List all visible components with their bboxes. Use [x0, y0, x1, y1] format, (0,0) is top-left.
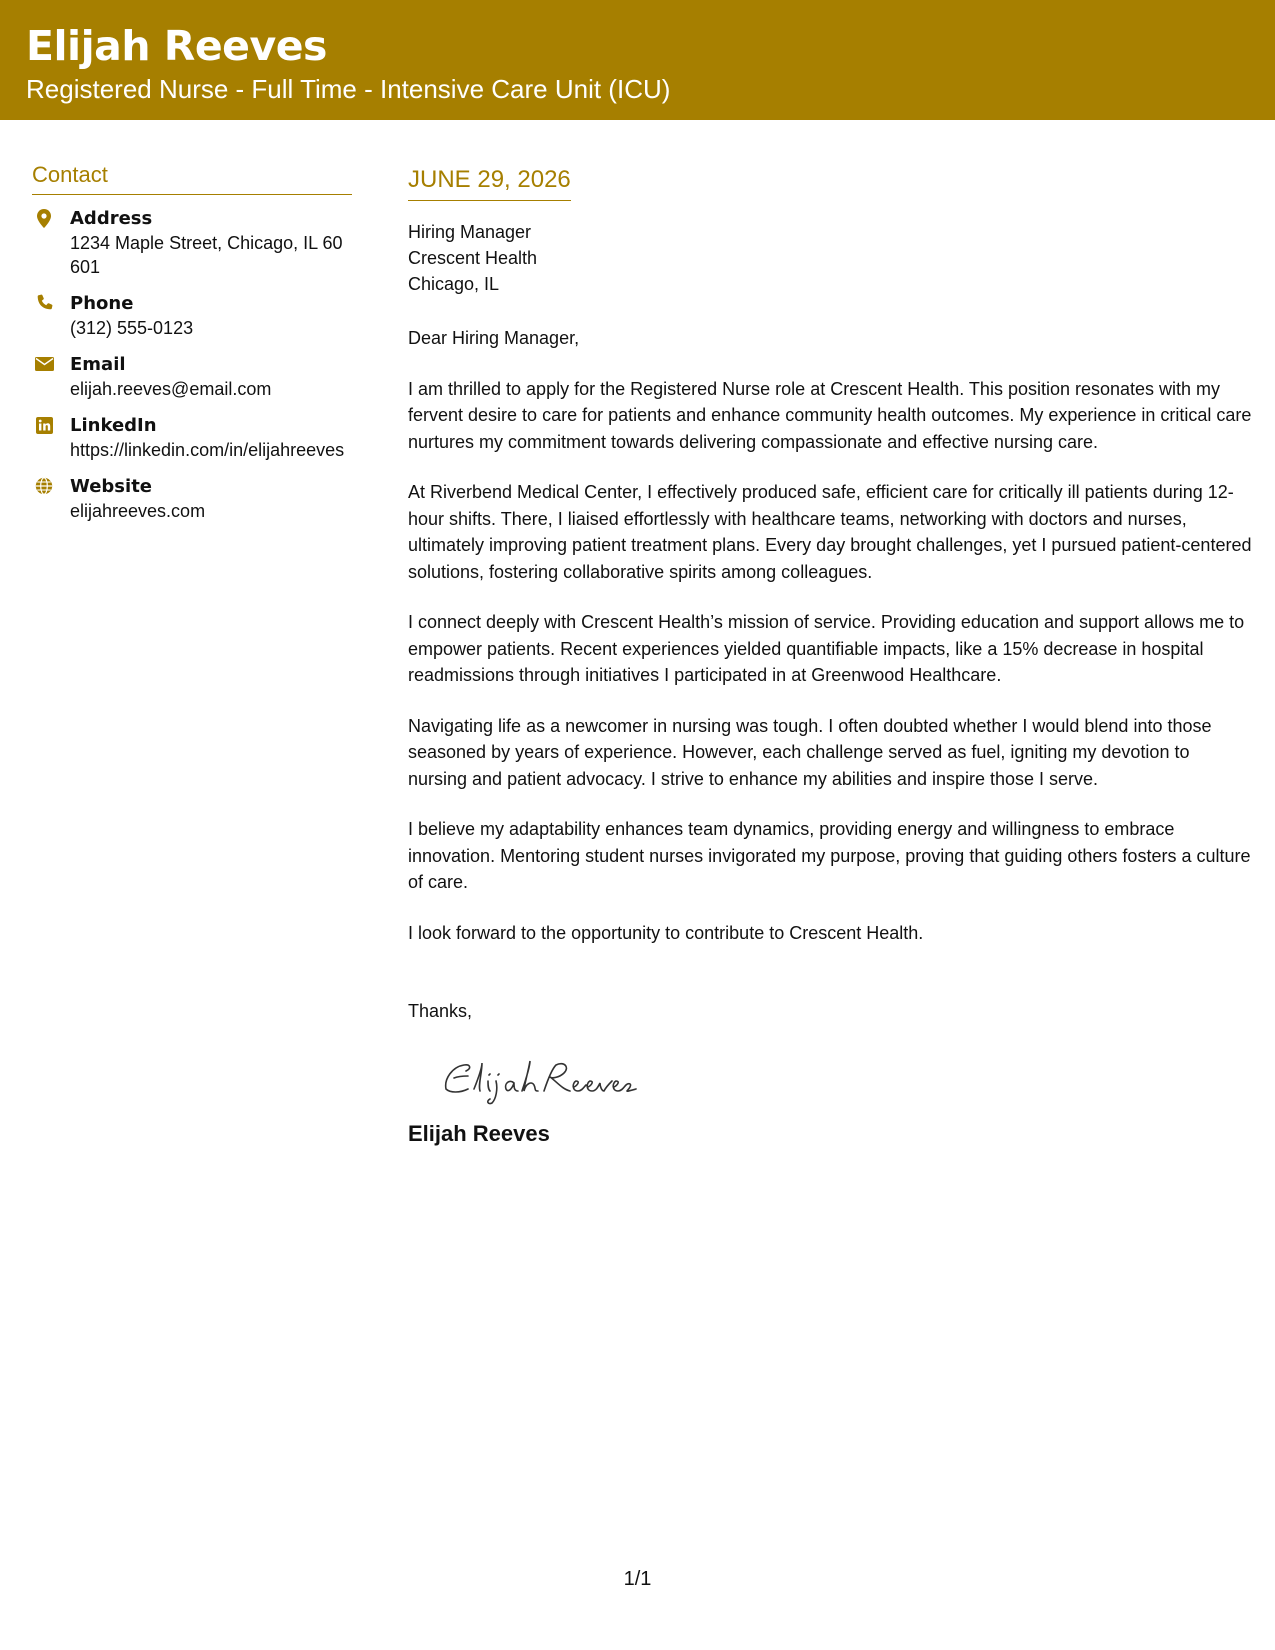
letter-paragraph: I am thrilled to apply for the Registered Nurse role at Crescent Health. This position resonates with my fervent desire to care for patients and enhance community health outcomes. My experience in critical care nurtures my commitment towards delivering compassionate and effective nursing care.: [408, 378, 1252, 452]
linkedin-label: LinkedIn: [70, 415, 157, 436]
letter-paragraph: I look forward to the opportunity to contribute to Crescent Health.: [408, 922, 924, 943]
applicant-position: Registered Nurse - Full Time - Intensive Care Unit (ICU): [26, 74, 671, 104]
website-value[interactable]: elijahreeves.com: [70, 501, 206, 521]
contact-sidebar: [32, 162, 352, 536]
recipient-line: Crescent Health: [408, 248, 538, 268]
page-number: 1/1: [623, 1568, 652, 1590]
envelope-icon: [34, 354, 54, 374]
date-block: [408, 164, 571, 201]
page-header: [0, 0, 1275, 120]
website-label: Website: [70, 476, 153, 497]
contact-phone: [32, 292, 352, 340]
letter-date: JUNE 29, 2026: [408, 166, 571, 193]
closing: Thanks,: [408, 1001, 473, 1021]
contact-heading: Contact: [32, 162, 352, 195]
phone-value: (312) 555-0123: [70, 318, 194, 338]
applicant-name: Elijah Reeves: [26, 22, 327, 70]
letter-paragraph: Navigating life as a newcomer in nursing was tough. I often doubted whether I would blend into those seasoned by years of experience. However, each challenge served as fuel, igniting my devotion to nursing and patient advocacy. I strive to enhance my abilities and inspire those I serve.: [408, 715, 1212, 789]
recipient-block: [408, 219, 1253, 297]
linkedin-value[interactable]: https://linkedin.com/in/elijahreeves: [70, 440, 345, 460]
handwritten-signature: [440, 1049, 1253, 1105]
linkedin-icon: [34, 415, 54, 435]
recipient-line: Chicago, IL: [408, 274, 500, 294]
recipient-line: Hiring Manager: [408, 222, 532, 242]
phone-label: Phone: [70, 293, 134, 314]
letter-paragraph: At Riverbend Medical Center, I effectively produced safe, efficient care for critically ill patients during 12-hour shifts. There, I liaised effortlessly with healthcare teams, networking with doctors and nurses, ultimately improving patient treatment plans. Every day brought challenges, yet I pursued patient-centered solutions, fostering collaborative spirits among colleagues.: [408, 482, 1252, 582]
letter-paragraph: I believe my adaptability enhances team dynamics, providing energy and willingness to embrace innovation. Mentoring student nurses invigorated my purpose, proving that guiding others fosters a culture of care.: [408, 819, 1251, 892]
phone-icon: [34, 293, 54, 313]
contact-email: [32, 353, 352, 401]
contact-address: [32, 207, 352, 279]
contact-linkedin: [32, 414, 352, 462]
letter-paragraph: I connect deeply with Crescent Health’s mission of service. Providing education and support allows me to empower patients. Recent experiences yielded quantifiable impacts, like a 15% decrease in hospital readmissions through initiatives I participated in at Greenwood Healthcare.: [408, 612, 1245, 685]
salutation: Dear Hiring Manager,: [408, 328, 580, 348]
email-label: Email: [70, 354, 126, 375]
contact-list: [32, 207, 352, 523]
address-value: 1234 Maple Street, Chicago, IL 60601: [70, 233, 343, 277]
signer-name: Elijah Reeves: [408, 1120, 550, 1146]
map-pin-icon: [34, 208, 54, 228]
email-value: elijah.reeves@email.com: [70, 379, 272, 399]
contact-website: [32, 475, 352, 523]
globe-icon: [34, 476, 54, 496]
address-label: Address: [70, 208, 153, 229]
letter-body: [408, 164, 1253, 1149]
